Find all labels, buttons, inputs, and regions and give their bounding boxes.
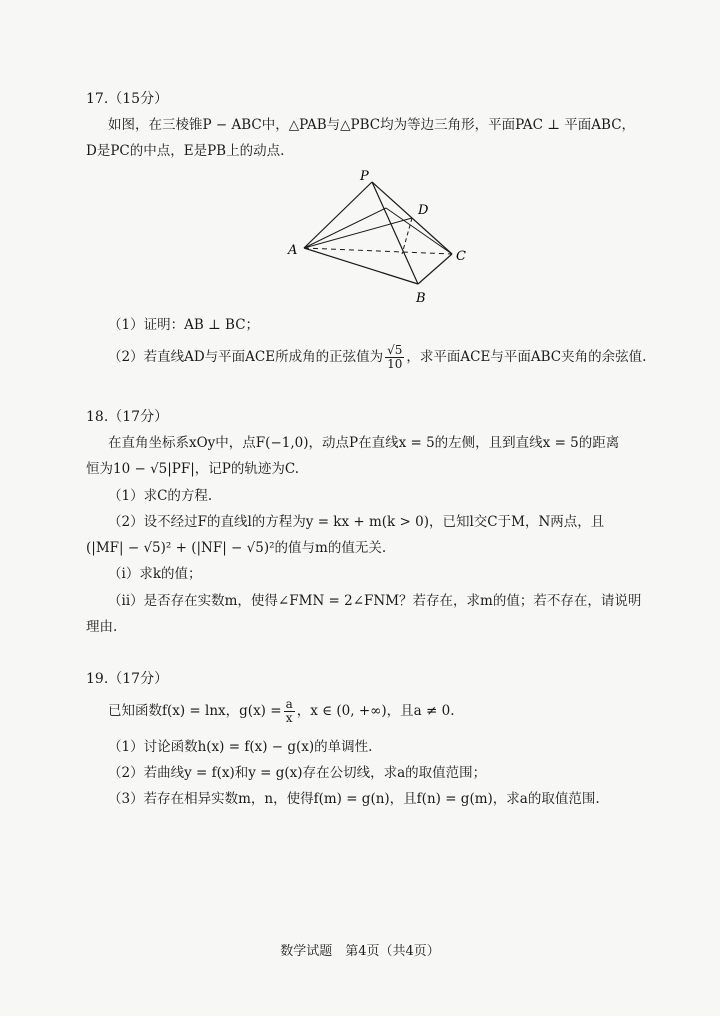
fraction-numerator: a (285, 697, 293, 711)
problem-18-stem-line-2: 恒为10 − √5|PF|，记P的轨迹为C. (86, 461, 300, 477)
problem-19-part-1: （1）讨论函数h(x) = f(x) − g(x)的单调性. (108, 739, 373, 755)
problem-19-header: 19.（17分） (86, 671, 169, 687)
tetrahedron-figure (280, 168, 470, 308)
problem-17-part-2 (108, 342, 646, 372)
problem-17-part-2-post: ，求平面ACE与平面ABC夹角的余弦值. (406, 349, 647, 365)
fraction-a-over-x (284, 698, 295, 725)
vertex-A-label: A (288, 243, 298, 258)
edge-AB (304, 248, 418, 284)
edge-PB (372, 182, 418, 284)
problem-18-header: 18.（17分） (86, 409, 169, 425)
edge-BC (418, 254, 452, 284)
problem-17-part-2-pre: （2）若直线AD与平面ACE所成角的正弦值为 (108, 349, 384, 365)
vertex-B-label: B (416, 291, 426, 306)
problem-17-stem-line-1: 如图，在三棱锥P − ABC中，△PAB与△PBC均为等边三角形，平面PAC ⊥ 平面ABC， (108, 117, 636, 133)
problem-18-sub-ii-line-1: （ii）是否存在实数m，使得∠FMN = 2∠FNM？若存在，求m的值；若不存在，请说明 (108, 593, 642, 609)
segment-AE (304, 208, 386, 248)
problem-19-part-2: （2）若曲线y = f(x)和y = g(x)存在公切线，求a的取值范围； (108, 765, 487, 781)
tetrahedron-diagram (280, 168, 470, 308)
edge-AC-hidden (304, 248, 452, 254)
problem-17-header: 17.（15分） (86, 91, 169, 107)
fraction-denominator: x (285, 711, 293, 725)
problem-19-stem (108, 696, 455, 726)
problem-19-stem-post: ，x ∈ (0, +∞)，且a ≠ 0. (296, 703, 455, 719)
problem-18-sub-ii-line-2: 理由. (86, 619, 118, 635)
problem-18-part-2-line-1: （2）设不经过F的直线l的方程为y = kx + m(k > 0)，已知l交C于M，N两点，且 (108, 514, 605, 530)
fraction-numerator: √5 (387, 343, 403, 357)
problem-18-sub-i: （i）求k的值； (108, 566, 202, 582)
problem-17-part-1: （1）证明：AB ⊥ BC； (108, 317, 260, 333)
fraction-denominator: 10 (387, 357, 403, 371)
vertex-P-label: P (360, 169, 369, 184)
segment-D-foot-hidden (402, 218, 412, 254)
vertex-D-label: D (418, 203, 429, 218)
fraction-sqrt5-over-10 (385, 344, 404, 371)
problem-18-part-1: （1）求C的方程. (108, 488, 213, 504)
problem-18-stem-line-1: 在直角坐标系xOy中，点F(−1,0)，动点P在直线x = 5的左侧，且到直线x = 5的距离 (108, 435, 620, 451)
problem-18-part-2-line-2: (|MF| − √5)² + (|NF| − √5)²的值与m的值无关. (86, 540, 387, 556)
vertex-C-label: C (456, 249, 466, 264)
problem-17-stem-line-2: D是PC的中点，E是PB上的动点. (86, 143, 285, 159)
problem-19-stem-pre: 已知函数f(x) = lnx，g(x) = (108, 703, 282, 719)
problem-19-part-3: （3）若存在相异实数m，n，使得f(m) = g(n)，且f(n) = g(m)，求a的取值范围. (108, 791, 600, 807)
page-footer: 数学试题 第4页（共4页） (280, 944, 440, 959)
